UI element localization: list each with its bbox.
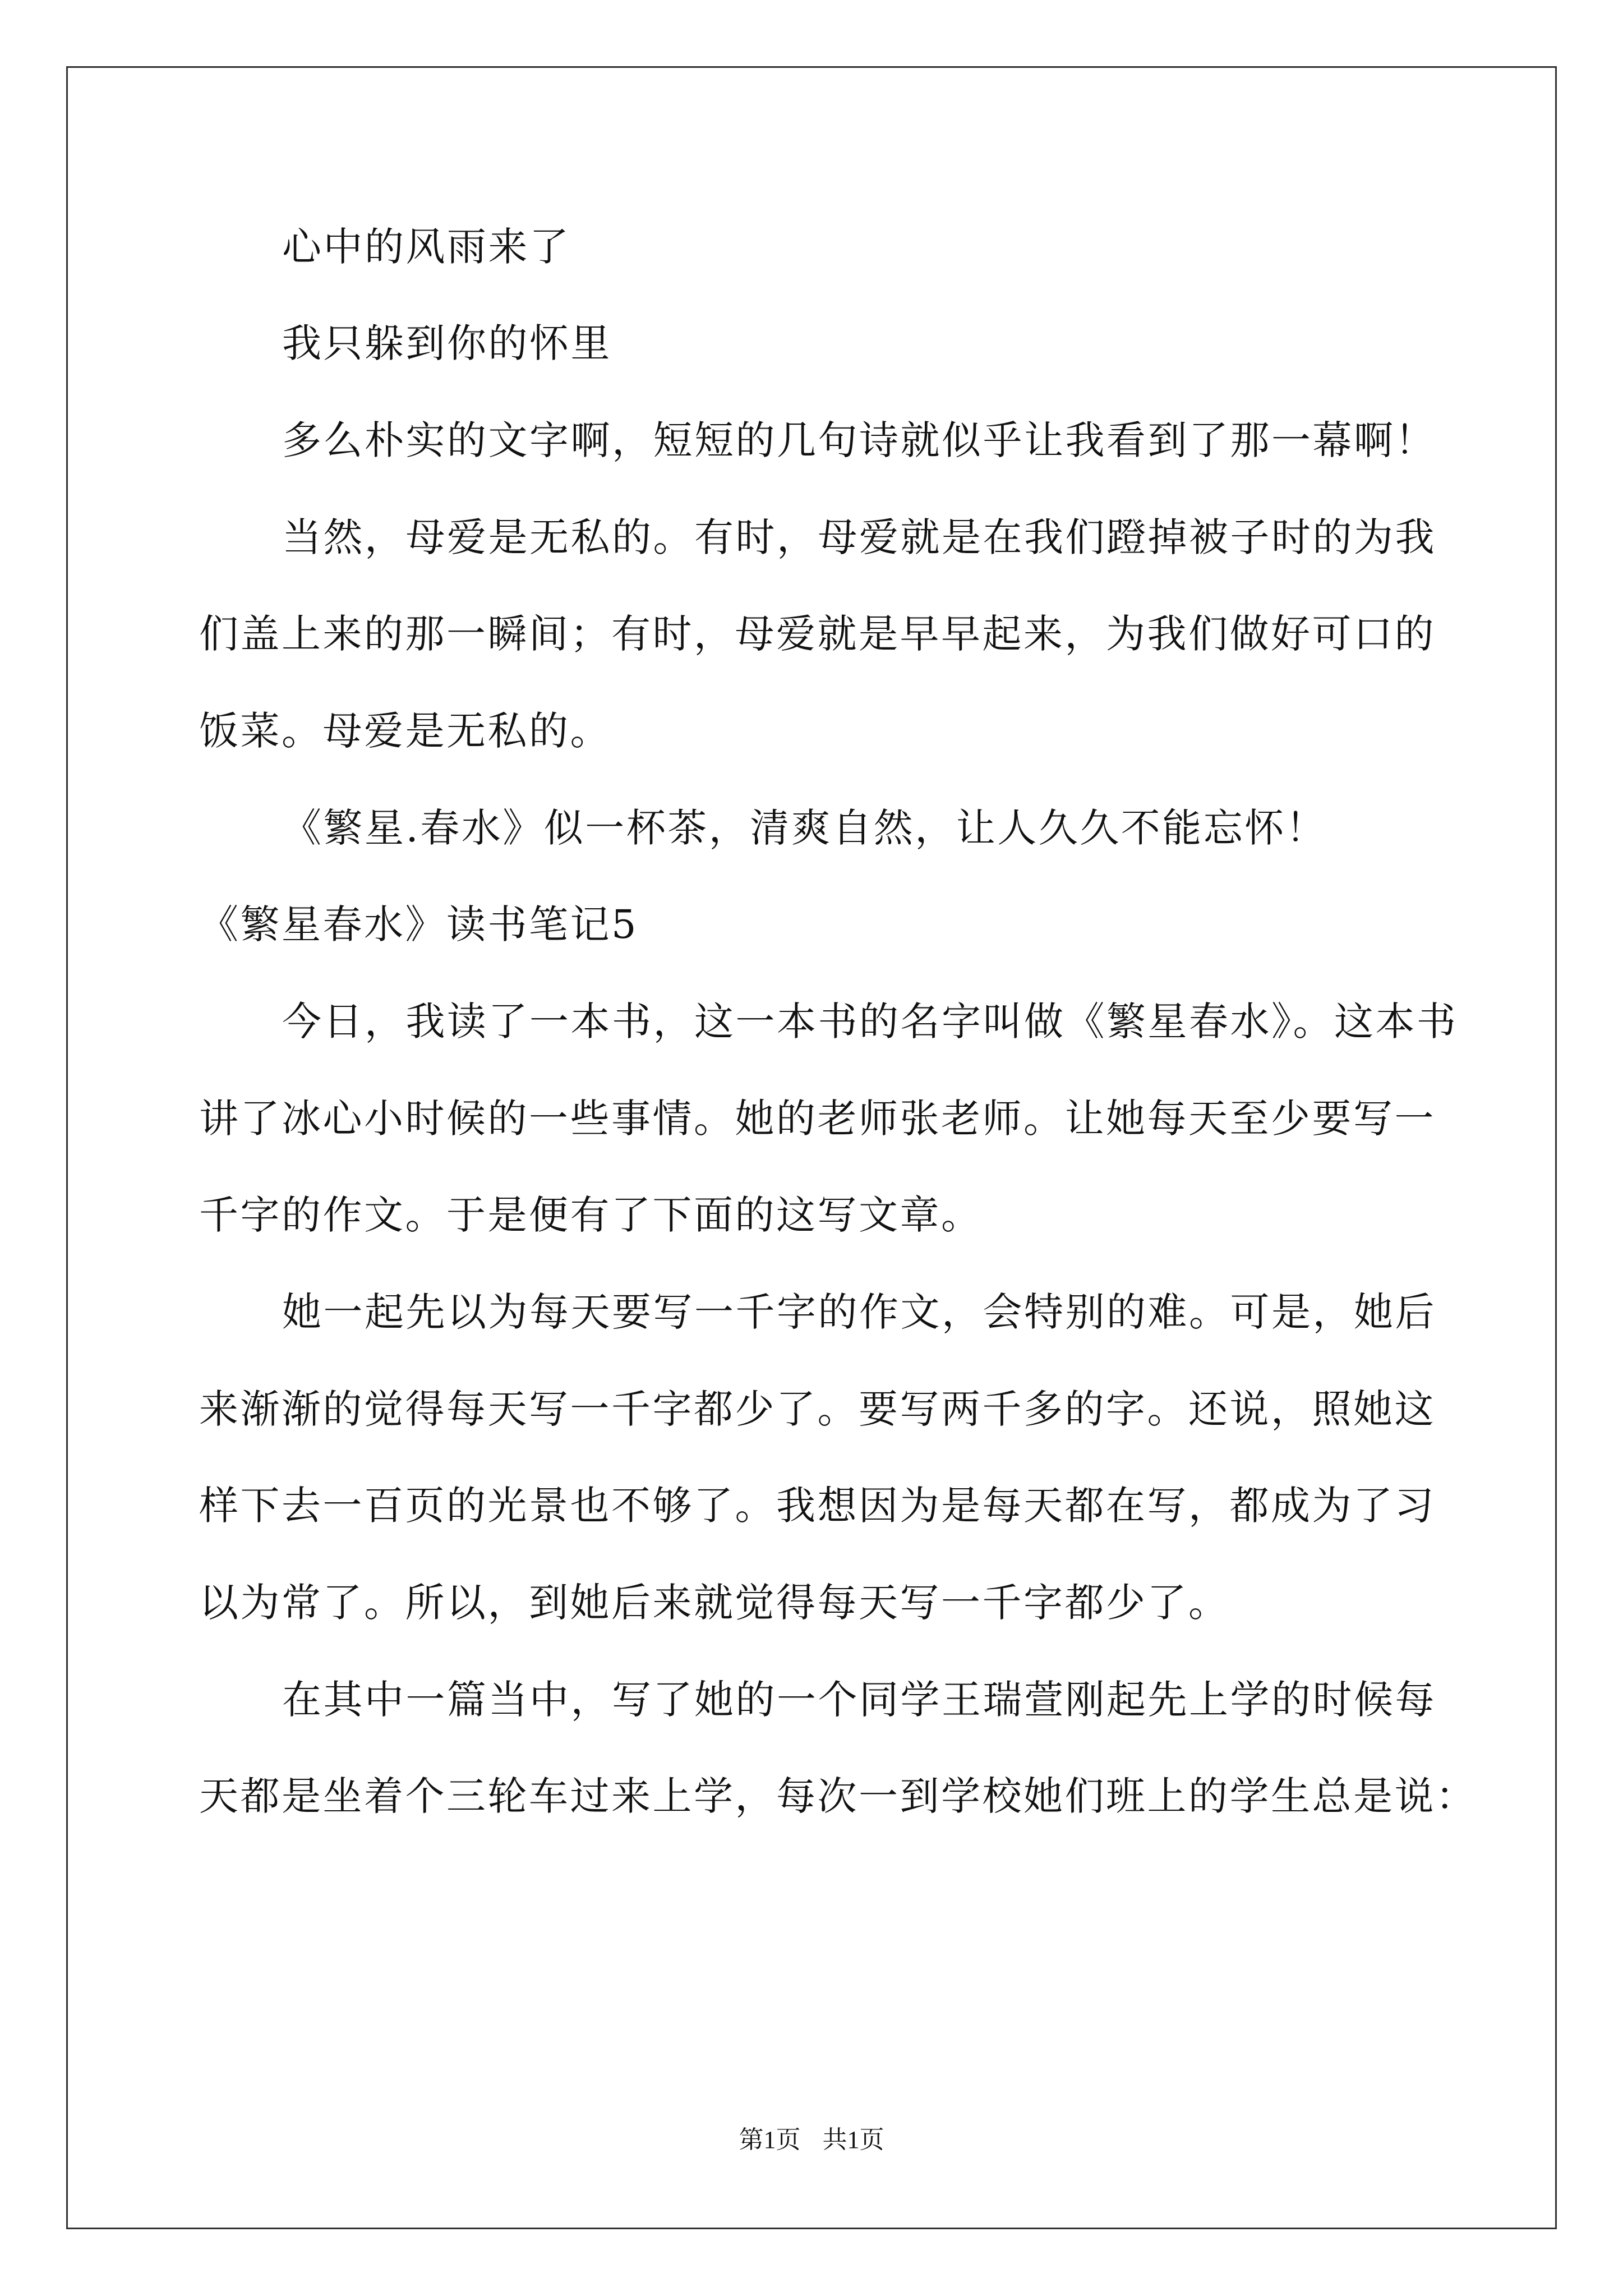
paragraph-line: 千字的作文。于是便有了下面的这写文章。 (199, 1192, 983, 1238)
paragraph-line: 《繁星.春水》似一杯茶，清爽自然，让人久久不能忘怀！ (282, 805, 1327, 851)
poem-line-1: 心中的风雨来了 (282, 224, 571, 270)
paragraph-line: 今日，我读了一本书，这一本书的名字叫做《繁星春水》。这本书 (282, 999, 1458, 1045)
paragraph-line: 多么朴实的文字啊，短短的几句诗就似乎让我看到了那一幕啊！ (282, 417, 1436, 463)
paragraph-line: 以为常了。所以，到她后来就觉得每天写一千字都少了。 (199, 1580, 1230, 1626)
page-footer (0, 2124, 1623, 2156)
paragraph-line: 饭菜。母爱是无私的。 (199, 708, 611, 754)
section-heading: 《繁星春水》读书笔记5 (199, 901, 639, 947)
paragraph-line: 天都是坐着个三轮车过来上学，每次一到学校她们班上的学生总是说： (199, 1773, 1477, 1819)
paragraph-line: 她一起先以为每天要写一千字的作文，会特别的难。可是，她后 (282, 1289, 1436, 1335)
page-number: 第1页 (739, 2126, 801, 2154)
paragraph-line: 来渐渐的觉得每天写一千字都少了。要写两千多的字。还说，照她这 (199, 1386, 1436, 1432)
paragraph-line: 们盖上来的那一瞬间；有时，母爱就是早早起来，为我们做好可口的 (199, 611, 1436, 657)
page-border (66, 66, 1557, 2229)
poem-line-2: 我只躲到你的怀里 (282, 320, 612, 366)
paragraph-line: 样下去一百页的光景也不够了。我想因为是每天都在写，都成为了习 (199, 1483, 1436, 1529)
page-total: 共1页 (822, 2126, 884, 2154)
paragraph-line: 当然，母爱是无私的。有时，母爱就是在我们蹬掉被子时的为我 (282, 514, 1436, 560)
paragraph-line: 在其中一篇当中，写了她的一个同学王瑞萱刚起先上学的时候每 (282, 1677, 1436, 1723)
paragraph-line: 讲了冰心小时候的一些事情。她的老师张老师。让她每天至少要写一 (199, 1096, 1436, 1142)
